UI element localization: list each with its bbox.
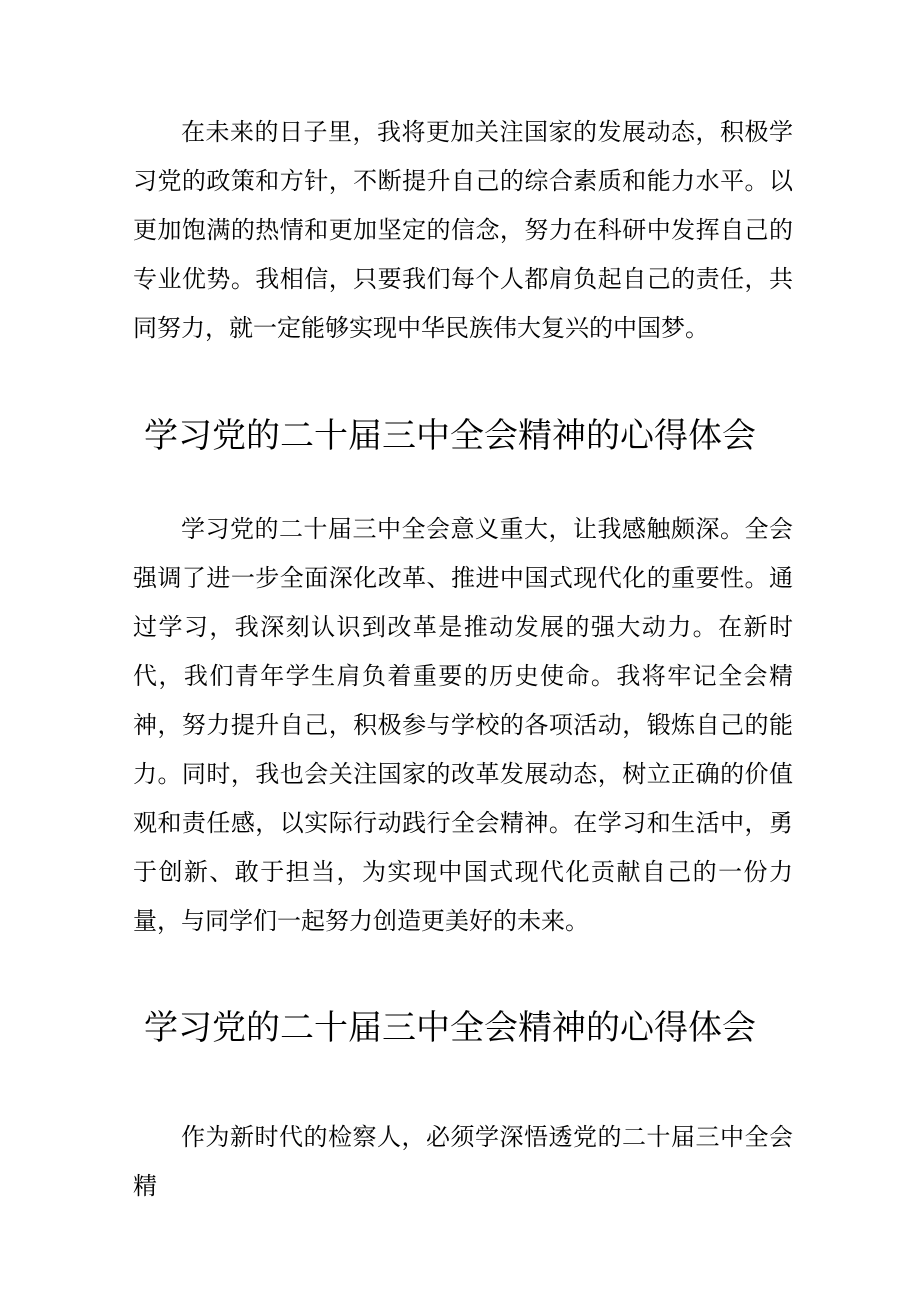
body-paragraph: 作为新时代的检察人，必须学深悟透党的二十届三中全会精 bbox=[133, 1123, 793, 1200]
body-paragraph: 学习党的二十届三中全会意义重大，让我感触颇深。全会强调了进一步全面深化改革、推进中国式现代化的重要性。通过学习，我深刻认识到改革是推动发展的强大动力。在新时代，我们青年学生肩负着重要的历史使命。我将牢记全会精神，努力提升自己，积极参与学校的各项活动，锻炼自己的能力。同时，我也会关注国家的改革发展动态，树立正确的价值观和责任感，以实际行动践行全会精神。在学习和生活中，勇于创新、敢于担当，为实现中国式现代化贡献自己的一份力量，与同学们一起努力创造更美好的未来。 bbox=[133, 515, 793, 935]
section-heading: 学习党的二十届三中全会精神的心得体会 bbox=[144, 416, 756, 456]
section-heading: 学习党的二十届三中全会精神的心得体会 bbox=[144, 1008, 756, 1048]
body-paragraph: 在未来的日子里，我将更加关注国家的发展动态，积极学习党的政策和方针，不断提升自己的综合素质和能力水平。以更加饱满的热情和更加坚定的信念，努力在科研中发挥自己的专业优势。我相信，只要我们每个人都肩负起自己的责任，共同努力，就一定能够实现中华民族伟大复兴的中国梦。 bbox=[133, 118, 793, 342]
